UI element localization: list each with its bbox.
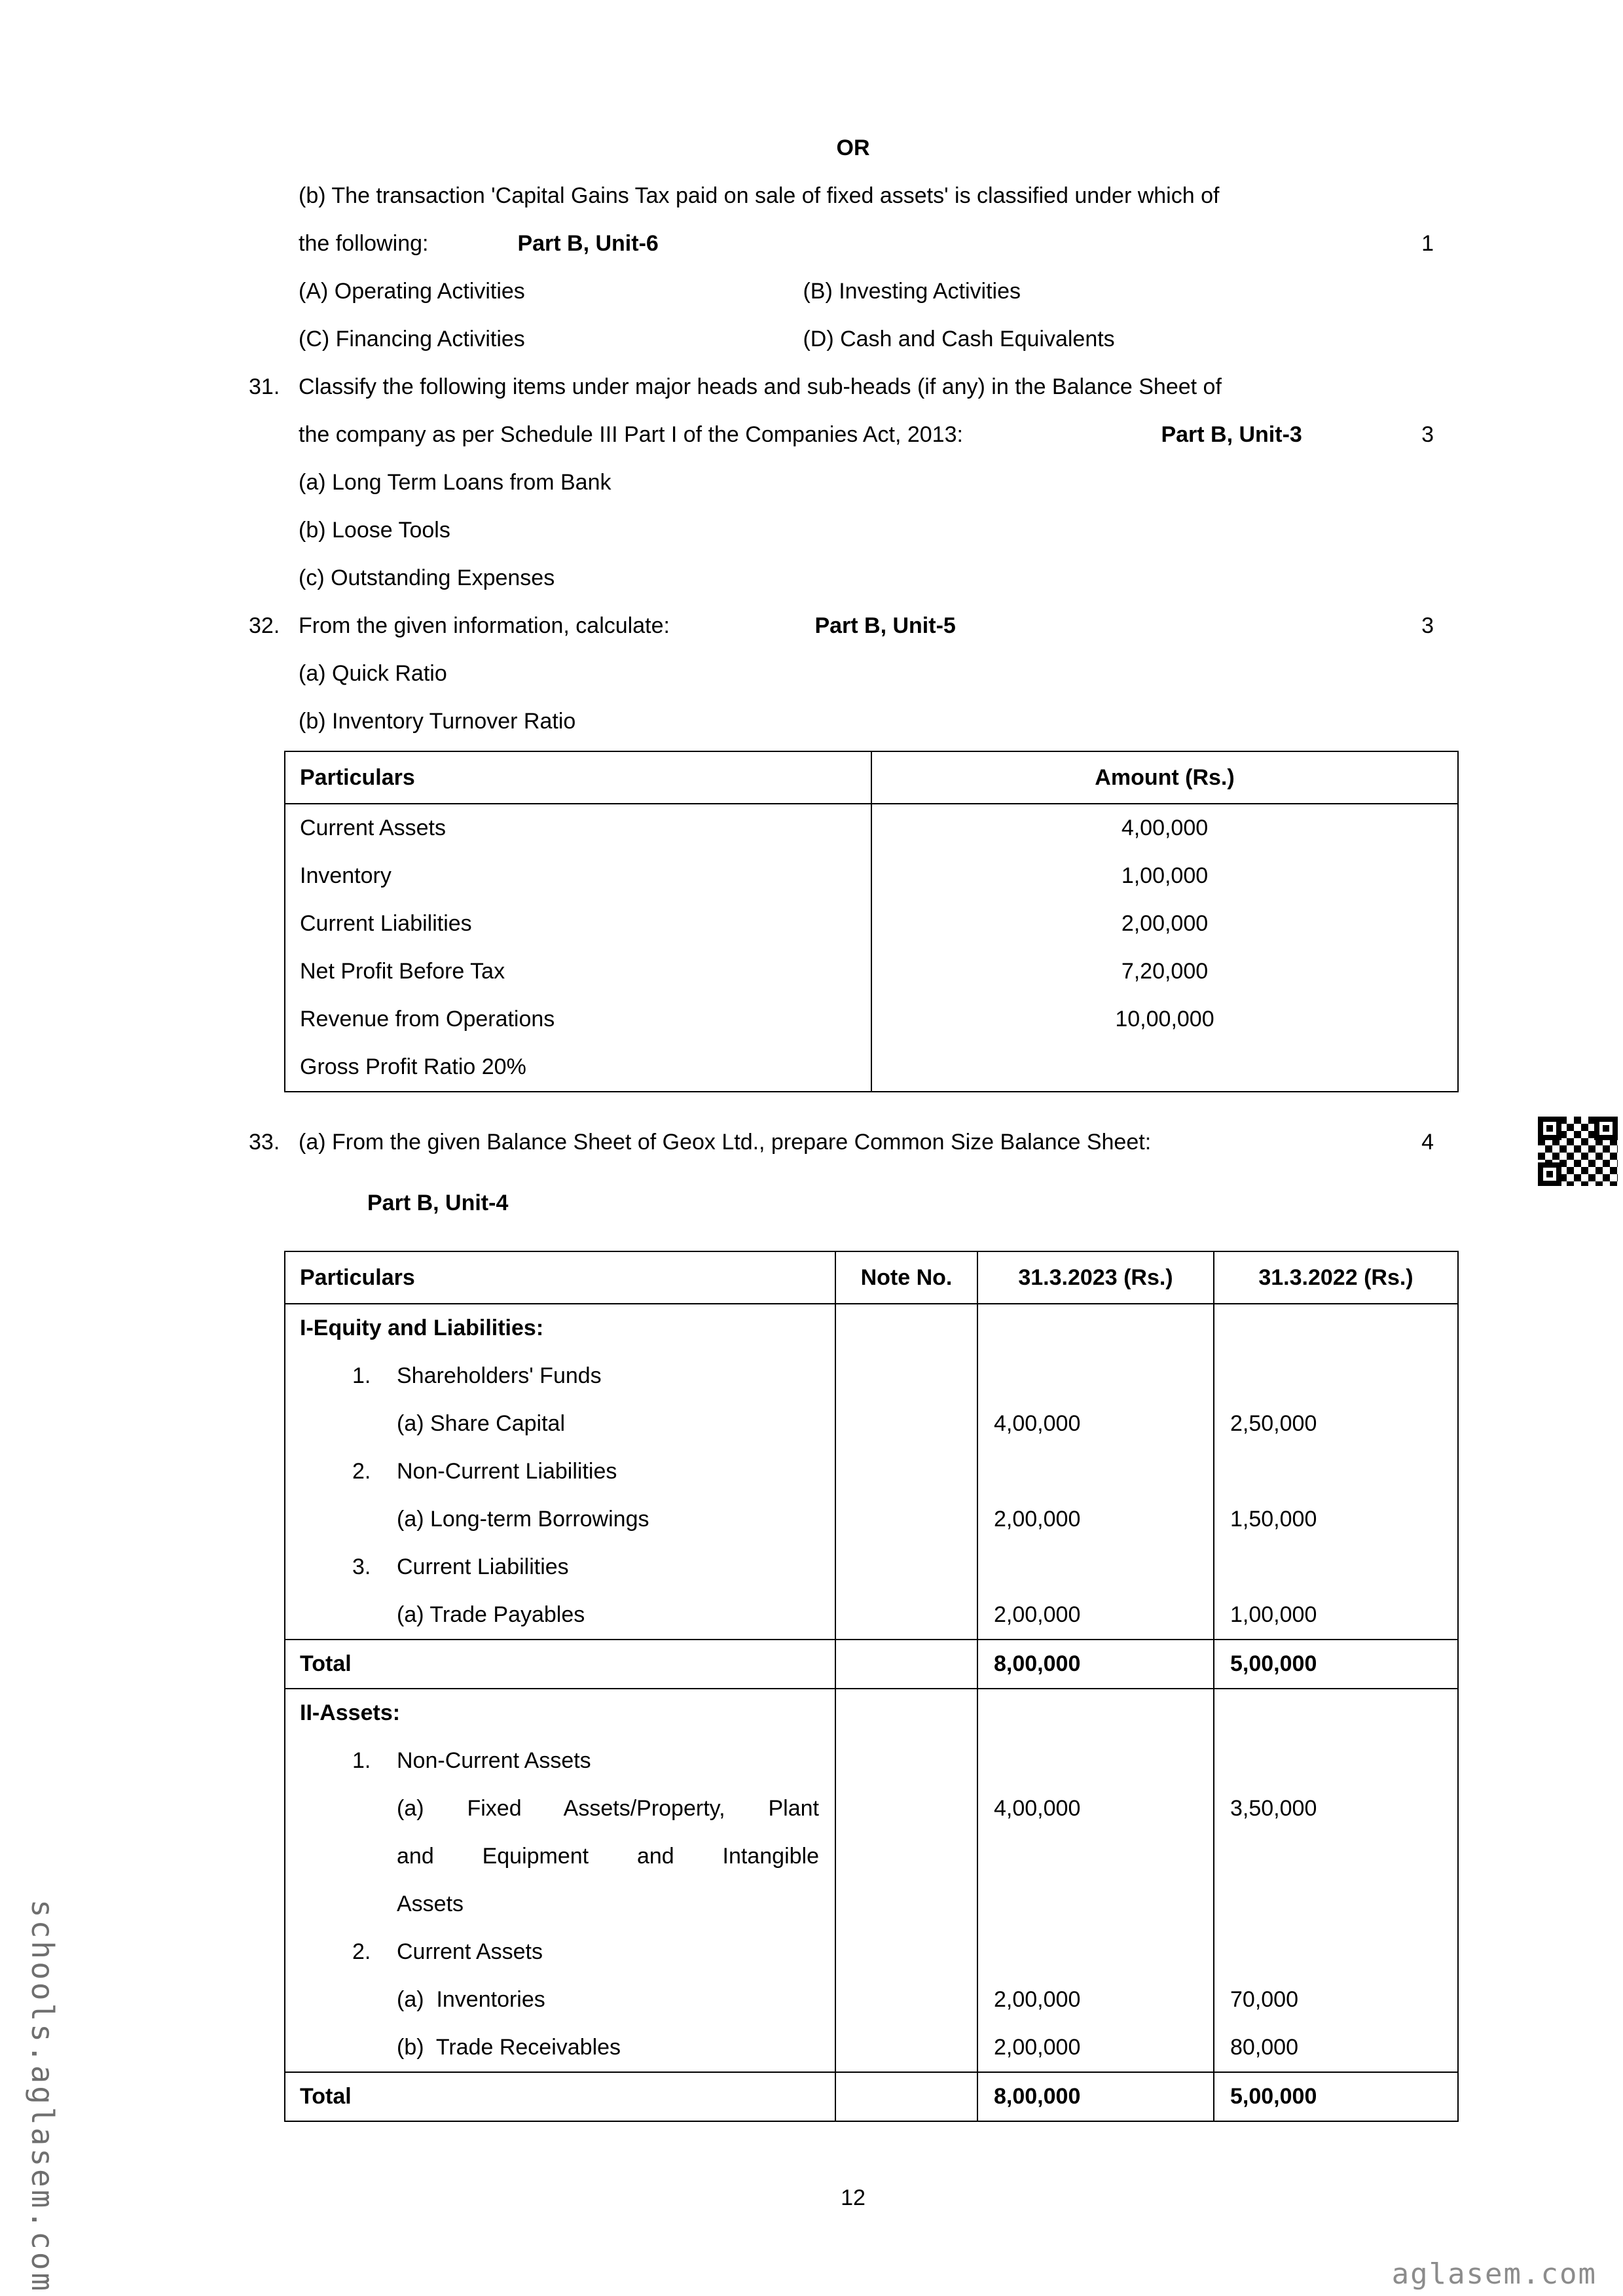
cell-particulars: Revenue from Operations <box>285 996 871 1043</box>
cell-2022: 70,000 <box>1214 1976 1458 2024</box>
cell-2022: 80,000 <box>1214 2024 1458 2072</box>
marks-value: 3 <box>1421 613 1434 638</box>
list-number: 1. <box>352 1748 371 1773</box>
total-row-assets <box>285 2072 1458 2121</box>
table-header-row <box>285 1251 1458 1304</box>
question-32 <box>249 602 1457 745</box>
cell-note <box>835 1737 977 1785</box>
cell-2023: 4,00,000 <box>977 1785 1214 1928</box>
unit-reference: Part B, Unit-3 <box>1161 422 1302 447</box>
table-row <box>285 948 1458 996</box>
cell-particulars: (a) Long-term Borrowings <box>285 1496 835 1543</box>
options-row-1 <box>299 268 1457 315</box>
cell-particulars: II-Assets: <box>285 1689 835 1737</box>
sub-item-a: (a) Long Term Loans from Bank <box>299 470 611 495</box>
cell-particulars: Current Liabilities <box>285 900 871 948</box>
sub-item-a: (a) Quick Ratio <box>299 661 447 686</box>
cell-2022 <box>1214 1448 1458 1496</box>
cell-2023 <box>977 1928 1214 1976</box>
cell-note <box>835 2024 977 2072</box>
list-number: 2. <box>352 1459 371 1484</box>
cell-note <box>835 1640 977 1689</box>
fixed-assets-line1: (a) Fixed Assets/Property, Plant <box>397 1796 819 1821</box>
cell-particulars <box>285 1737 835 1785</box>
table-row <box>285 1448 1458 1496</box>
cell-2022: 1,50,000 <box>1214 1496 1458 1543</box>
section-row-equity-liabilities <box>285 1304 1458 1352</box>
question-number: 33. <box>249 1130 280 1155</box>
question-33-text: (a) From the given Balance Sheet of Geox Ltd., prepare Common Size Balance Sheet: <box>299 1130 1152 1155</box>
cell-particulars <box>285 1352 835 1400</box>
cell-amount: 10,00,000 <box>871 996 1458 1043</box>
cell-2023: 4,00,000 <box>977 1400 1214 1448</box>
list-text: Current Liabilities <box>397 1554 569 1579</box>
options-row-2 <box>299 315 1457 363</box>
table-row-fixed-assets <box>285 1785 1458 1928</box>
sub-item-b: (b) Inventory Turnover Ratio <box>299 709 576 734</box>
cell-amount: 4,00,000 <box>871 804 1458 852</box>
table-row <box>285 900 1458 948</box>
table-row <box>285 852 1458 900</box>
cell-particulars <box>285 1928 835 1976</box>
cell-note <box>835 1928 977 1976</box>
cell-2022 <box>1214 1352 1458 1400</box>
cell-note <box>835 1976 977 2024</box>
marks-value: 4 <box>1421 1130 1434 1155</box>
cell-2022: 5,00,000 <box>1214 2072 1458 2121</box>
cell-particulars: Total <box>285 1640 835 1689</box>
question-31-line2 <box>299 411 1457 459</box>
question-31 <box>249 363 1457 602</box>
table-row <box>285 1976 1458 2024</box>
cell-2023: 8,00,000 <box>977 2072 1214 2121</box>
question-b-line1: (b) The transaction 'Capital Gains Tax paid on sale of fixed assets' is classified under which of <box>299 183 1220 208</box>
cell-particulars: Gross Profit Ratio 20% <box>285 1043 871 1092</box>
cell-note <box>835 1448 977 1496</box>
sub-item-c: (c) Outstanding Expenses <box>299 565 555 590</box>
section-row-assets <box>285 1689 1458 1737</box>
or-heading: OR <box>836 135 870 160</box>
fixed-assets-line2: and Equipment and Intangible <box>397 1844 819 1869</box>
table-row <box>285 1543 1458 1591</box>
cell-particulars: Current Assets <box>285 804 871 852</box>
balance-sheet-table <box>284 1251 1459 2122</box>
question-33-line1 <box>249 1119 1457 1166</box>
document-content <box>249 124 1457 2222</box>
cell-particulars <box>285 1785 835 1928</box>
table-row <box>285 1591 1458 1640</box>
cell-note <box>835 1304 977 1352</box>
table-row <box>285 2024 1458 2072</box>
question-33 <box>249 1119 1457 1227</box>
total-row-equity <box>285 1640 1458 1689</box>
table-row <box>285 1496 1458 1543</box>
list-text: Current Assets <box>397 1939 543 1964</box>
option-d: (D) Cash and Cash Equivalents <box>803 327 1115 351</box>
cell-2023: 2,00,000 <box>977 2024 1214 2072</box>
question-31-line1 <box>249 363 1457 411</box>
list-text: Non-Current Assets <box>397 1748 591 1773</box>
question-31-text1: Classify the following items under major heads and sub-heads (if any) in the Balance Sheet of <box>299 374 1222 399</box>
cell-2022: 1,00,000 <box>1214 1591 1458 1640</box>
question-b-line2 <box>299 220 1457 268</box>
cell-2023: 8,00,000 <box>977 1640 1214 1689</box>
fixed-assets-line3: Assets <box>397 1892 464 1916</box>
cell-amount: 7,20,000 <box>871 948 1458 996</box>
cell-particulars: (a) Inventories <box>285 1976 835 2024</box>
cell-particulars: Total <box>285 2072 835 2121</box>
cell-particulars: I-Equity and Liabilities: <box>285 1304 835 1352</box>
cell-note <box>835 1496 977 1543</box>
table-row <box>285 1400 1458 1448</box>
header-particulars: Particulars <box>285 751 871 804</box>
watermark-corner: aglasem.com <box>1391 2257 1597 2291</box>
list-number: 2. <box>352 1939 371 1964</box>
cell-2022: 5,00,000 <box>1214 1640 1458 1689</box>
question-number: 32. <box>249 613 280 638</box>
cell-2023: 2,00,000 <box>977 1591 1214 1640</box>
unit-reference: Part B, Unit-6 <box>517 231 659 256</box>
cell-particulars <box>285 1543 835 1591</box>
cell-particulars: Net Profit Before Tax <box>285 948 871 996</box>
cell-2023 <box>977 1689 1214 1737</box>
header-amount: Amount (Rs.) <box>871 751 1458 804</box>
cell-particulars: Inventory <box>285 852 871 900</box>
cell-2022 <box>1214 1928 1458 1976</box>
cell-2023: 2,00,000 <box>977 1496 1214 1543</box>
list-text: Shareholders' Funds <box>397 1363 602 1388</box>
question-b-line2-text: the following: <box>299 231 429 256</box>
cell-amount: 1,00,000 <box>871 852 1458 900</box>
cell-note <box>835 1352 977 1400</box>
question-32-text: From the given information, calculate: <box>299 613 670 638</box>
cell-note <box>835 1543 977 1591</box>
cell-2023: 2,00,000 <box>977 1976 1214 2024</box>
cell-2023 <box>977 1737 1214 1785</box>
marks-value: 3 <box>1421 422 1434 447</box>
header-particulars: Particulars <box>285 1251 835 1304</box>
marks-value: 1 <box>1421 231 1434 256</box>
table-row <box>285 1737 1458 1785</box>
cell-amount <box>871 1043 1458 1092</box>
list-text: Non-Current Liabilities <box>397 1459 617 1484</box>
cell-2022: 2,50,000 <box>1214 1400 1458 1448</box>
watermark-vertical: schools.aglasem.com <box>25 1899 60 2293</box>
unit-reference: Part B, Unit-4 <box>367 1191 509 1215</box>
table-row <box>285 804 1458 852</box>
header-2023: 31.3.2023 (Rs.) <box>977 1251 1214 1304</box>
cell-particulars: (a) Trade Payables <box>285 1591 835 1640</box>
table-row <box>285 1928 1458 1976</box>
question-number: 31. <box>249 374 280 399</box>
qr-finder-icon <box>1538 1162 1561 1186</box>
qr-code <box>1538 1117 1618 1186</box>
cell-note <box>835 1785 977 1928</box>
cell-2022: 3,50,000 <box>1214 1785 1458 1928</box>
cell-2023 <box>977 1543 1214 1591</box>
cell-2022 <box>1214 1304 1458 1352</box>
cell-2023 <box>977 1352 1214 1400</box>
option-c: (C) Financing Activities <box>299 327 525 351</box>
cell-2023 <box>977 1304 1214 1352</box>
list-number: 1. <box>352 1363 371 1388</box>
table-row <box>285 1043 1458 1092</box>
question-b <box>249 172 1457 363</box>
cell-2022 <box>1214 1689 1458 1737</box>
cell-2022 <box>1214 1737 1458 1785</box>
unit-reference: Part B, Unit-5 <box>814 613 956 638</box>
table-row <box>285 996 1458 1043</box>
option-b: (B) Investing Activities <box>803 279 1021 304</box>
cell-note <box>835 1591 977 1640</box>
ratio-data-table <box>284 751 1459 1092</box>
sub-item-b: (b) Loose Tools <box>299 518 450 543</box>
cell-note <box>835 1400 977 1448</box>
table-header-row <box>285 751 1458 804</box>
table-row <box>285 1352 1458 1400</box>
header-2022: 31.3.2022 (Rs.) <box>1214 1251 1458 1304</box>
cell-2023 <box>977 1448 1214 1496</box>
question-32-line1 <box>249 602 1457 650</box>
header-note-no: Note No. <box>835 1251 977 1304</box>
qr-finder-icon <box>1594 1117 1618 1140</box>
option-a: (A) Operating Activities <box>299 279 525 304</box>
page-number: 12 <box>841 2185 866 2210</box>
cell-note <box>835 1689 977 1737</box>
cell-note <box>835 2072 977 2121</box>
qr-finder-icon <box>1538 1117 1561 1140</box>
cell-particulars: (b) Trade Receivables <box>285 2024 835 2072</box>
cell-particulars: (a) Share Capital <box>285 1400 835 1448</box>
list-number: 3. <box>352 1554 371 1579</box>
cell-2022 <box>1214 1543 1458 1591</box>
question-31-text2: the company as per Schedule III Part I of the Companies Act, 2013: <box>299 422 963 447</box>
cell-amount: 2,00,000 <box>871 900 1458 948</box>
cell-particulars <box>285 1448 835 1496</box>
